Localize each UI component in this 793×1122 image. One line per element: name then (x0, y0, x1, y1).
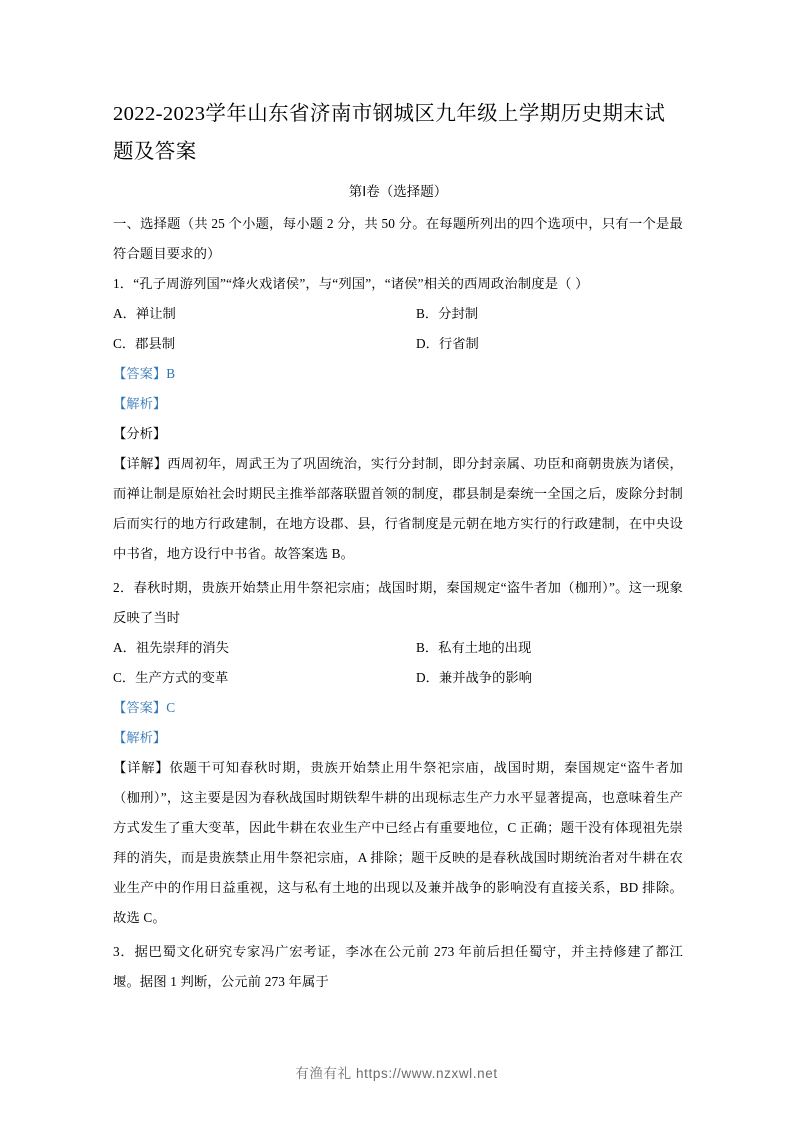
section-header: 第Ⅰ卷（选择题） (348, 184, 448, 199)
question-1-options-row-1 (113, 299, 683, 329)
question-2-option-a: A．祖先崇拜的消失 (113, 640, 229, 655)
question-2-option-b: B．私有土地的出现 (416, 640, 532, 655)
question-2-option-d: D．兼并战争的影响 (416, 670, 532, 685)
answer-value: B (166, 366, 176, 381)
answer-label: 【答案】 (113, 366, 167, 381)
question-1-analysis-label-line (113, 389, 683, 419)
detail-label: 【详解】 (113, 760, 170, 775)
analysis-label: 【解析】 (113, 730, 167, 745)
answer-value: C (166, 700, 176, 715)
analysis-label: 【解析】 (113, 396, 167, 411)
question-3-stem: 3．据巴蜀文化研究专家冯广宏考证，李冰在公元前 273 年前后担任蜀守，并主持修建了都江堰。据图 1 判断，公元前 273 年属于 (113, 944, 683, 989)
detail-text: 依题干可知春秋时期，贵族开始禁止用牛祭祀宗庙，战国时期，秦国规定“盗牛者加（枷刑）”，这主要是因为春秋战国时期铁犁牛耕的出现标志生产力水平显著提高，也意味着生产方式发生了重大变革，因此牛耕在农业生产中已经占有重要地位，C 正确；题干没有体现祖先崇拜的消失，而是贵族禁止用牛祭祀宗庙，A 排除；题干反映的是春秋战国时期统治者对牛耕在农业生产中的作用日益重视，这与私有土地的出现以及兼并战争的影响没有直接关系，BD 排除。故选 C。 (113, 760, 684, 925)
instructions-text: 一、选择题（共 25 个小题，每小题 2 分，共 50 分。在每题所列出的四个选项中，只有一个是最符合题目要求的） (113, 216, 683, 261)
question-1-stem: 1．“孔子周游列国”“烽火戏诸侯”，与“列国”，“诸侯”相关的西周政治制度是（ ） (113, 276, 589, 291)
detail-label: 【详解】 (113, 456, 168, 471)
question-1-option-c: C．郡县制 (113, 336, 176, 351)
question-2-detail (113, 753, 683, 933)
detail-text: 西周初年，周武王为了巩固统治，实行分封制，即分封亲属、功臣和商朝贵族为诸侯，而禅让制是原始社会时期民主推举部落联盟首领的制度，郡县制是秦统一全国之后，废除分封制后而实行的地方行政建制，在地方设郡、县，行省制度是元朝在地方实行的行政建制，在中央设中书省，地方设行中书省。故答案选 B。 (113, 456, 683, 561)
page-title: 2022-2023学年山东省济南市钢城区九年级上学期历史期末试题及答案 (113, 103, 666, 163)
question-2-stem: 2．春秋时期，贵族开始禁止用牛祭祀宗庙；战国时期，秦国规定“盗牛者加（枷刑）”。这一现象反映了当时 (113, 580, 683, 625)
analysis-sub-label: 【分析】 (113, 426, 167, 441)
question-2-option-c: C．生产方式的变革 (113, 670, 229, 685)
question-2-answer-line (113, 693, 683, 723)
question-1-detail (113, 449, 683, 569)
document-body (113, 95, 683, 997)
question-2-options-row-1 (113, 633, 683, 663)
question-1-option-d: D．行省制 (416, 336, 479, 351)
question-1-option-a: A．禅让制 (113, 306, 176, 321)
question-1-option-b: B．分封制 (416, 306, 479, 321)
footer-watermark: 有渔有礼 https://www.nzxwl.net (295, 1066, 498, 1081)
answer-label: 【答案】 (113, 700, 167, 715)
question-1-options-row-2 (113, 329, 683, 359)
question-2-analysis-label-line (113, 723, 683, 753)
question-1-analysis-sub-label-line (113, 419, 683, 449)
question-2-options-row-2 (113, 663, 683, 693)
question-1-answer-line (113, 359, 683, 389)
